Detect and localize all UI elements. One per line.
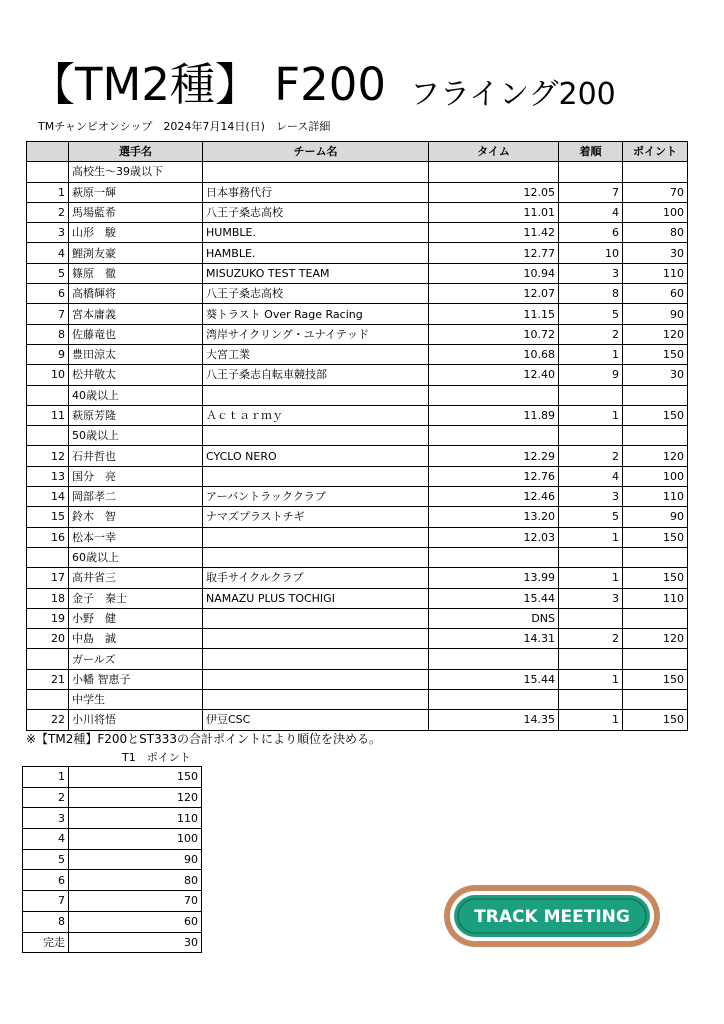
place-value: 2 — [559, 629, 623, 649]
rider-name: 鯉渕友豪 — [69, 243, 203, 263]
category-row-points — [623, 649, 688, 669]
category-label: 60歳以上 — [69, 547, 203, 567]
category-row-place — [559, 385, 623, 405]
team-name: HAMBLE. — [203, 243, 429, 263]
rider-number: 7 — [27, 304, 69, 324]
place-value: 3 — [559, 263, 623, 283]
points-row — [23, 932, 202, 953]
category-row — [27, 162, 688, 182]
points-rank: 7 — [23, 891, 69, 912]
place-value: 5 — [559, 507, 623, 527]
rider-number: 3 — [27, 223, 69, 243]
rider-name: 萩原一輝 — [69, 182, 203, 202]
points-rank: 完走 — [23, 932, 69, 953]
category-row-points — [623, 162, 688, 182]
rider-number: 14 — [27, 487, 69, 507]
points-value: 120 — [623, 629, 688, 649]
points-rank: 4 — [23, 829, 69, 850]
place-value: 1 — [559, 344, 623, 364]
time-value: 14.31 — [429, 629, 559, 649]
rider-number: 19 — [27, 608, 69, 628]
points-row — [23, 808, 202, 829]
points-rank: 2 — [23, 787, 69, 808]
category-label: 中学生 — [69, 690, 203, 710]
time-value: 11.89 — [429, 405, 559, 425]
team-name — [203, 669, 429, 689]
rider-number: 13 — [27, 466, 69, 486]
points-value: 100 — [623, 202, 688, 222]
points-value: 150 — [623, 669, 688, 689]
rider-row — [27, 344, 688, 364]
results-table — [26, 141, 688, 731]
column-header-points: ポイント — [623, 142, 688, 162]
logo-text: TRACK MEETING — [474, 907, 630, 927]
rider-row — [27, 284, 688, 304]
points-amount: 80 — [69, 870, 202, 891]
category-row-no — [27, 547, 69, 567]
rider-number: 9 — [27, 344, 69, 364]
rider-number: 20 — [27, 629, 69, 649]
team-name: 取手サイクルクラブ — [203, 568, 429, 588]
rider-row — [27, 568, 688, 588]
rider-number: 10 — [27, 365, 69, 385]
points-value: 110 — [623, 588, 688, 608]
category-row-team — [203, 426, 429, 446]
rider-name: 国分 亮 — [69, 466, 203, 486]
category-row-no — [27, 385, 69, 405]
rider-name: 高井省三 — [69, 568, 203, 588]
rider-name: 小幡 智恵子 — [69, 669, 203, 689]
time-value: 12.46 — [429, 487, 559, 507]
place-value: 8 — [559, 284, 623, 304]
points-value: 150 — [623, 405, 688, 425]
category-row-place — [559, 690, 623, 710]
rider-name: 松本一幸 — [69, 527, 203, 547]
category-row-team — [203, 547, 429, 567]
rider-row — [27, 710, 688, 730]
time-value: 12.05 — [429, 182, 559, 202]
points-amount: 30 — [69, 932, 202, 953]
category-row-no — [27, 690, 69, 710]
rider-name: 佐藤竜也 — [69, 324, 203, 344]
page-subtitle: フライング200 — [410, 77, 616, 112]
place-value: 4 — [559, 466, 623, 486]
rider-number: 12 — [27, 446, 69, 466]
rider-row — [27, 304, 688, 324]
time-value: 11.01 — [429, 202, 559, 222]
points-table — [22, 766, 202, 953]
points-value: 150 — [623, 344, 688, 364]
points-rank: 1 — [23, 767, 69, 788]
time-value: 15.44 — [429, 669, 559, 689]
category-label: ガールズ — [69, 649, 203, 669]
team-name: アーバントラッククラブ — [203, 487, 429, 507]
points-row — [23, 849, 202, 870]
team-name: CYCLO NERO — [203, 446, 429, 466]
place-value: 1 — [559, 669, 623, 689]
category-row-time — [429, 385, 559, 405]
results-header-row — [27, 142, 688, 162]
rider-name: 山形 駿 — [69, 223, 203, 243]
place-value: 1 — [559, 405, 623, 425]
rider-number: 18 — [27, 588, 69, 608]
column-header-place: 着順 — [559, 142, 623, 162]
rider-row — [27, 507, 688, 527]
rider-row — [27, 527, 688, 547]
rider-number: 6 — [27, 284, 69, 304]
category-row — [27, 426, 688, 446]
team-name: 八王子桑志高校 — [203, 202, 429, 222]
points-value: 150 — [623, 710, 688, 730]
category-row-no — [27, 162, 69, 182]
points-rank: 8 — [23, 911, 69, 932]
time-value: 13.20 — [429, 507, 559, 527]
place-value: 1 — [559, 527, 623, 547]
rider-number: 22 — [27, 710, 69, 730]
category-row-place — [559, 649, 623, 669]
time-value: 10.94 — [429, 263, 559, 283]
rider-row — [27, 243, 688, 263]
rider-number: 21 — [27, 669, 69, 689]
points-value: 70 — [623, 182, 688, 202]
team-name: MISUZUKO TEST TEAM — [203, 263, 429, 283]
time-value: 12.77 — [429, 243, 559, 263]
time-value: 12.40 — [429, 365, 559, 385]
rider-name: 松井敬太 — [69, 365, 203, 385]
column-header-no — [27, 142, 69, 162]
rider-name: 宮本庸義 — [69, 304, 203, 324]
place-value — [559, 608, 623, 628]
points-value: 110 — [623, 487, 688, 507]
rider-name: 馬場藍希 — [69, 202, 203, 222]
rider-name: 小野 健 — [69, 608, 203, 628]
place-value: 3 — [559, 588, 623, 608]
team-name: 日本事務代行 — [203, 182, 429, 202]
points-amount: 70 — [69, 891, 202, 912]
rider-row — [27, 466, 688, 486]
place-value: 1 — [559, 568, 623, 588]
category-row-place — [559, 162, 623, 182]
team-name: 八王子桑志自転車競技部 — [203, 365, 429, 385]
rider-number: 2 — [27, 202, 69, 222]
points-value: 100 — [623, 466, 688, 486]
column-header-team: チーム名 — [203, 142, 429, 162]
team-name: 伊豆CSC — [203, 710, 429, 730]
rider-row — [27, 202, 688, 222]
team-name — [203, 608, 429, 628]
time-value: 14.35 — [429, 710, 559, 730]
points-value: 120 — [623, 324, 688, 344]
points-amount: 90 — [69, 849, 202, 870]
points-rank: 6 — [23, 870, 69, 891]
points-row — [23, 829, 202, 850]
category-row-points — [623, 426, 688, 446]
time-value: 12.76 — [429, 466, 559, 486]
column-header-rider: 選手名 — [69, 142, 203, 162]
rider-number: 17 — [27, 568, 69, 588]
category-row-place — [559, 547, 623, 567]
category-row-team — [203, 162, 429, 182]
rider-row — [27, 608, 688, 628]
rider-name: 萩原芳隆 — [69, 405, 203, 425]
points-value: 30 — [623, 365, 688, 385]
points-rank: 5 — [23, 849, 69, 870]
rider-name: 小川将悟 — [69, 710, 203, 730]
team-name: 大宮工業 — [203, 344, 429, 364]
rider-name: 中島 誠 — [69, 629, 203, 649]
category-row-points — [623, 547, 688, 567]
team-name: 八王子桑志高校 — [203, 284, 429, 304]
category-row-time — [429, 649, 559, 669]
category-row-team — [203, 385, 429, 405]
column-header-time: タイム — [429, 142, 559, 162]
rider-row — [27, 669, 688, 689]
rider-name: 豊田涼太 — [69, 344, 203, 364]
points-value — [623, 608, 688, 628]
rider-row — [27, 182, 688, 202]
time-value: 15.44 — [429, 588, 559, 608]
team-name: ナマズプラストチギ — [203, 507, 429, 527]
category-row-team — [203, 690, 429, 710]
time-value: 12.29 — [429, 446, 559, 466]
rider-row — [27, 629, 688, 649]
rider-number: 11 — [27, 405, 69, 425]
points-rank: 3 — [23, 808, 69, 829]
points-row — [23, 891, 202, 912]
rider-number: 4 — [27, 243, 69, 263]
rider-row — [27, 487, 688, 507]
points-row — [23, 911, 202, 932]
place-value: 2 — [559, 324, 623, 344]
rider-row — [27, 263, 688, 283]
team-name — [203, 629, 429, 649]
event-info: TMチャンピオンシップ 2024年7月14日(日) レース詳細 — [38, 120, 331, 133]
time-value: 12.07 — [429, 284, 559, 304]
category-row-time — [429, 547, 559, 567]
results-body — [27, 162, 688, 730]
place-value: 9 — [559, 365, 623, 385]
place-value: 2 — [559, 446, 623, 466]
points-row — [23, 870, 202, 891]
category-row — [27, 690, 688, 710]
place-value: 7 — [559, 182, 623, 202]
rider-name: 高橋輝将 — [69, 284, 203, 304]
rider-number: 1 — [27, 182, 69, 202]
category-label: 40歳以上 — [69, 385, 203, 405]
time-value: 11.42 — [429, 223, 559, 243]
category-label: 50歳以上 — [69, 426, 203, 446]
points-value: 120 — [623, 446, 688, 466]
team-name — [203, 527, 429, 547]
rider-row — [27, 405, 688, 425]
team-name: 湾岸サイクリング・ユナイテッド — [203, 324, 429, 344]
rider-name: 鈴木 智 — [69, 507, 203, 527]
time-value: 10.68 — [429, 344, 559, 364]
category-row — [27, 385, 688, 405]
points-amount: 110 — [69, 808, 202, 829]
team-name: 葵トラスト Over Rage Racing — [203, 304, 429, 324]
rider-row — [27, 446, 688, 466]
points-amount: 150 — [69, 767, 202, 788]
points-value: 110 — [623, 263, 688, 283]
category-label: 高校生〜39歳以下 — [69, 162, 203, 182]
category-row-team — [203, 649, 429, 669]
points-table-header: T1 ポイント — [122, 751, 191, 764]
rider-name: 篠原 徹 — [69, 263, 203, 283]
category-row-no — [27, 649, 69, 669]
place-value: 5 — [559, 304, 623, 324]
category-row-place — [559, 426, 623, 446]
rider-number: 16 — [27, 527, 69, 547]
rider-row — [27, 324, 688, 344]
page-title: 【TM2種】 F200 — [30, 58, 387, 111]
points-value: 30 — [623, 243, 688, 263]
points-value: 90 — [623, 507, 688, 527]
category-row-time — [429, 426, 559, 446]
team-name: HUMBLE. — [203, 223, 429, 243]
points-amount: 60 — [69, 911, 202, 932]
category-row-points — [623, 385, 688, 405]
rider-name: 岡部孝二 — [69, 487, 203, 507]
time-value: 13.99 — [429, 568, 559, 588]
points-amount: 120 — [69, 787, 202, 808]
place-value: 6 — [559, 223, 623, 243]
rider-row — [27, 365, 688, 385]
rider-name: 石井哲也 — [69, 446, 203, 466]
category-row-time — [429, 162, 559, 182]
category-row-points — [623, 690, 688, 710]
place-value: 1 — [559, 710, 623, 730]
time-value: 12.03 — [429, 527, 559, 547]
points-row — [23, 767, 202, 788]
rider-number: 8 — [27, 324, 69, 344]
rider-row — [27, 223, 688, 243]
place-value: 4 — [559, 202, 623, 222]
track-meeting-logo — [443, 884, 661, 948]
place-value: 10 — [559, 243, 623, 263]
points-value: 90 — [623, 304, 688, 324]
team-name — [203, 466, 429, 486]
scoring-note: ※【TM2種】F200とST333の合計ポイントにより順位を決める。 — [26, 732, 382, 746]
time-value: 10.72 — [429, 324, 559, 344]
category-row-time — [429, 690, 559, 710]
team-name: NAMAZU PLUS TOCHIGI — [203, 588, 429, 608]
points-row — [23, 787, 202, 808]
rider-number: 5 — [27, 263, 69, 283]
points-body — [23, 767, 202, 953]
rider-number: 15 — [27, 507, 69, 527]
points-value: 60 — [623, 284, 688, 304]
team-name: Ａｃｔａｒｍｙ — [203, 405, 429, 425]
time-value: 11.15 — [429, 304, 559, 324]
points-value: 150 — [623, 527, 688, 547]
points-value: 80 — [623, 223, 688, 243]
time-value: DNS — [429, 608, 559, 628]
points-value: 150 — [623, 568, 688, 588]
place-value: 3 — [559, 487, 623, 507]
points-amount: 100 — [69, 829, 202, 850]
rider-name: 金子 秦士 — [69, 588, 203, 608]
category-row — [27, 547, 688, 567]
category-row — [27, 649, 688, 669]
category-row-no — [27, 426, 69, 446]
rider-row — [27, 588, 688, 608]
